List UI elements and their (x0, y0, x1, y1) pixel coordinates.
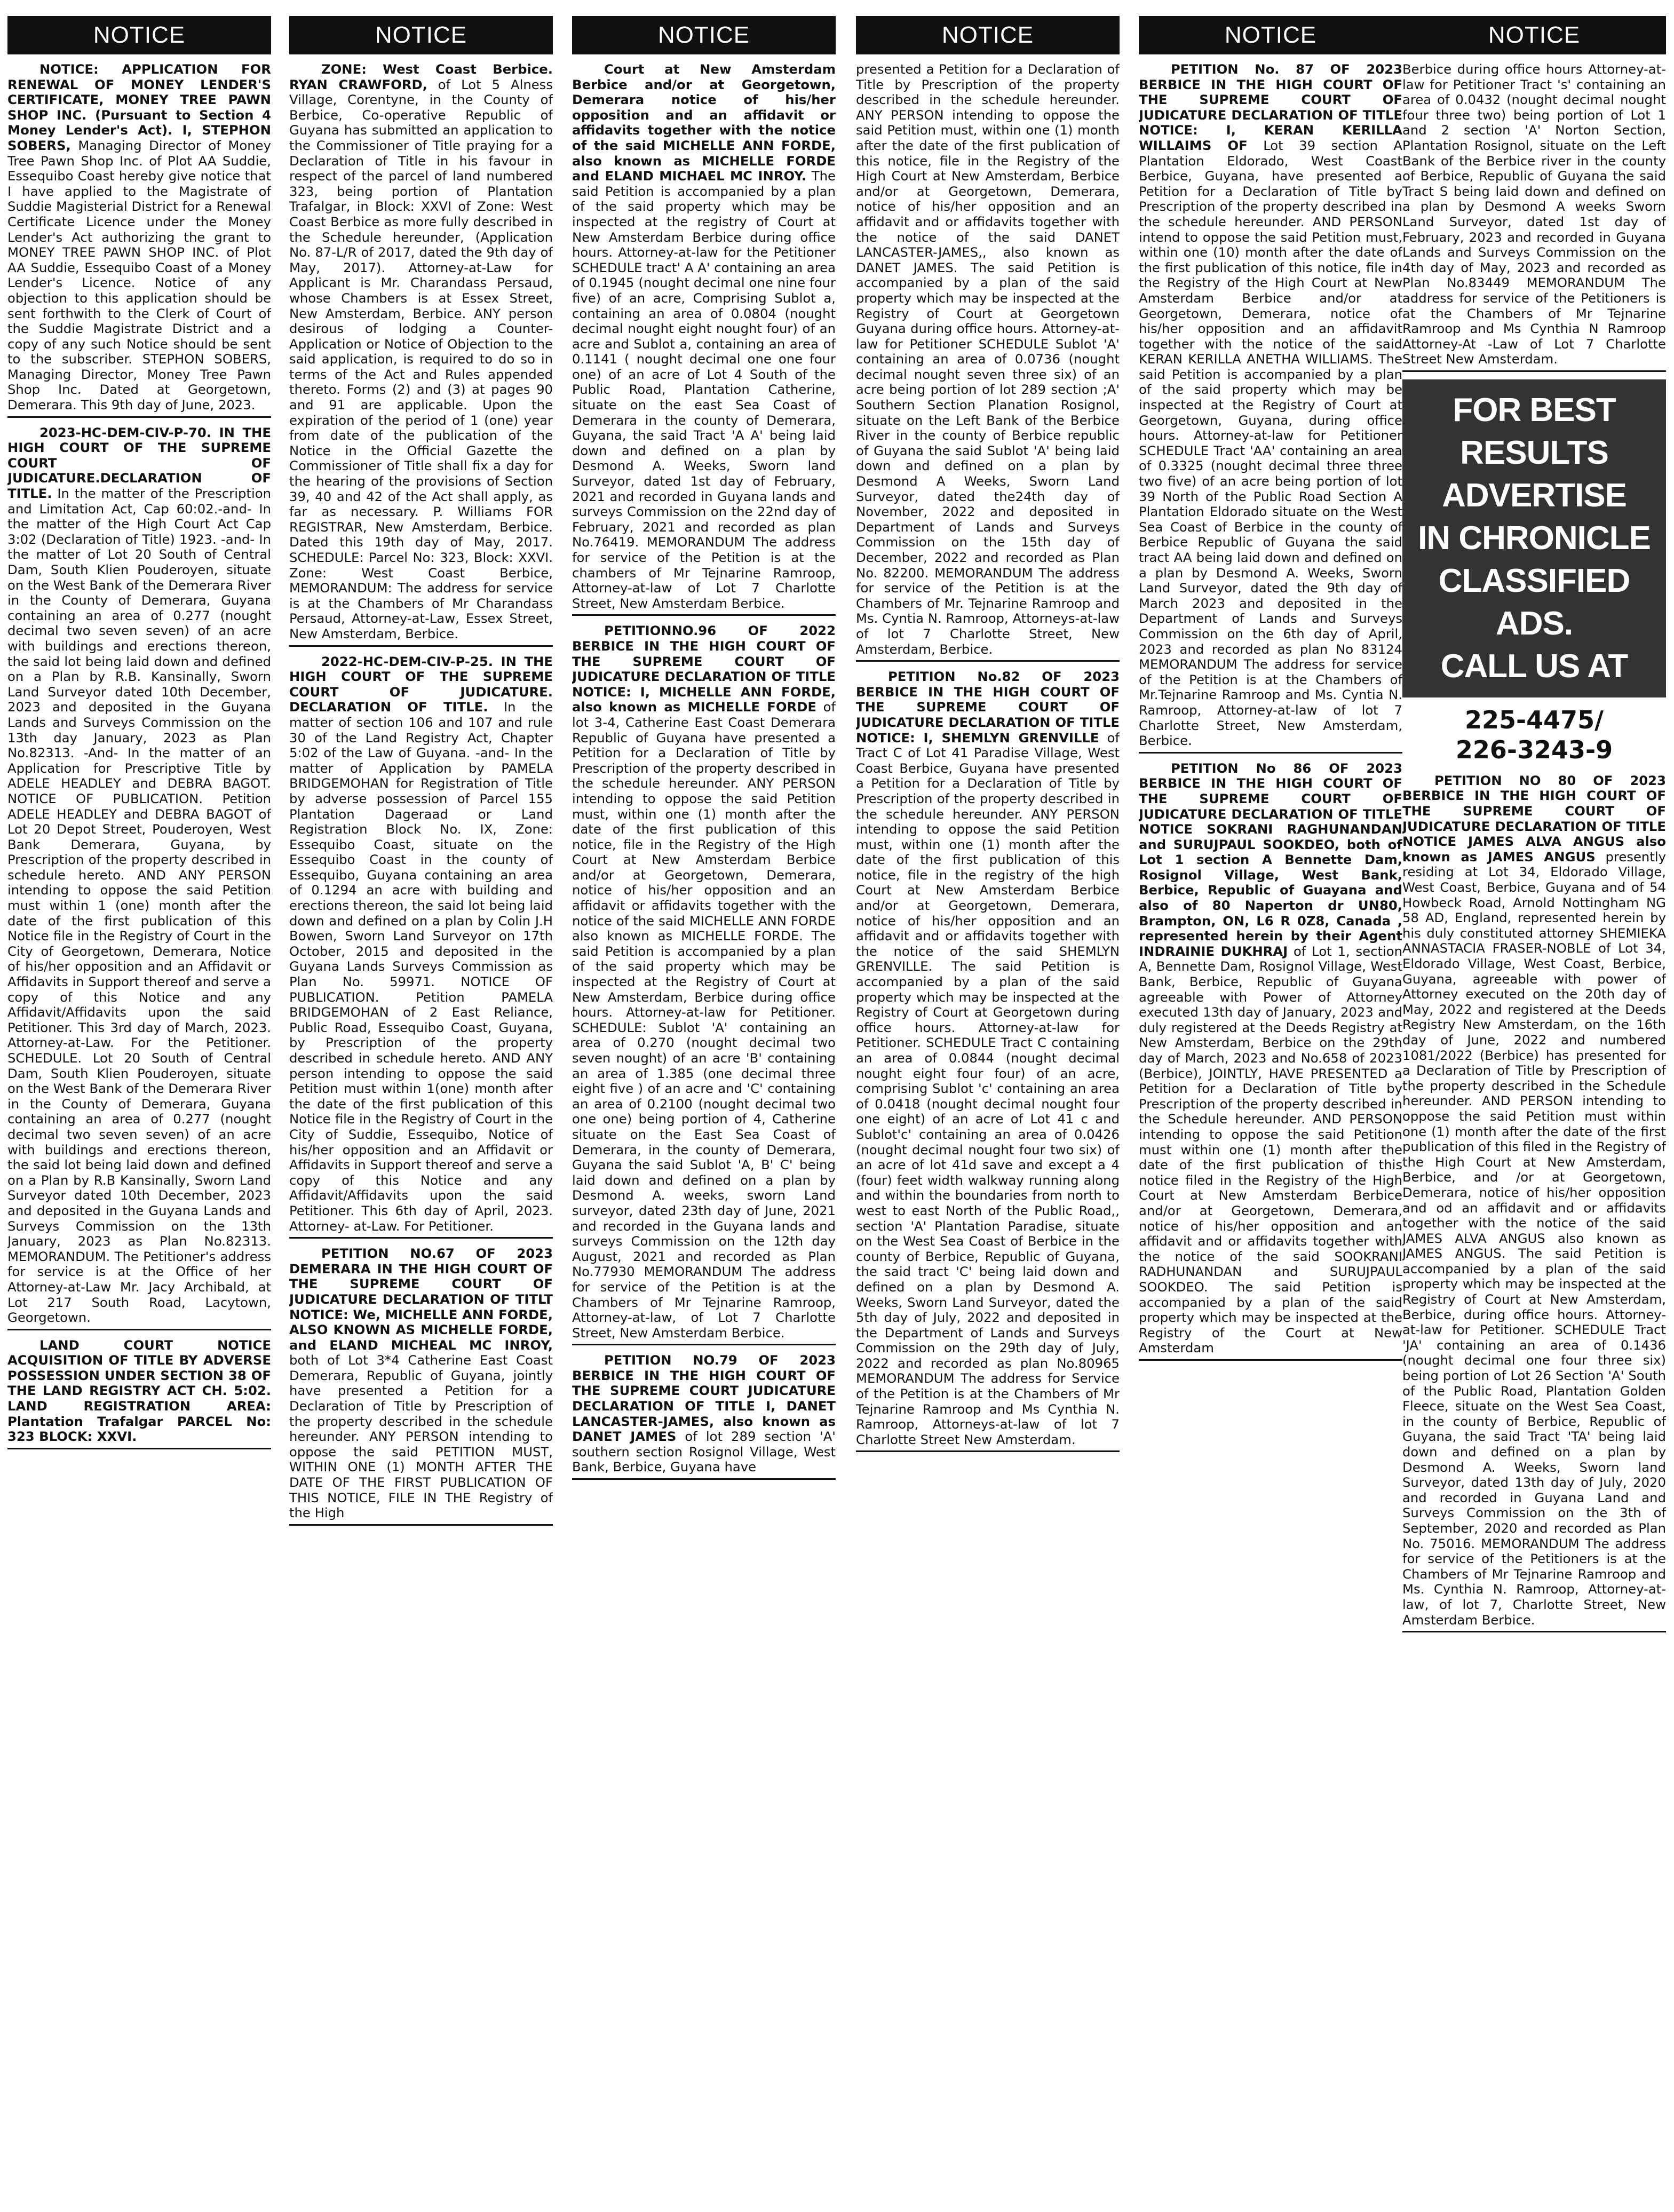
column-2 (289, 16, 553, 2207)
notice-body: Lot 39 section A Plantation Eldorado, West Coast Berbice, Guyana, have presented a Petition for a Declaration of Title by Prescription of the property described in the schedule hereunder. AND PERSON intend to oppose the said Petition must, within one (10) month after the date of the first publication of this notice, file in the Registry of the High Court at New Amsterdam Berbice and/or at Georgetown, Demerara, notice of his/her opposition and an affidavit together with the notice of the said KERAN KERILLA ANETHA WILLIAMS. The said Petition is accompanied by a plan of the said property which may be inspected at the Registry of Court at Georgetown, Guyana, during office hours. Attorney-at-law for Petitioner SCHEDULE Tract 'AA' containing an area of 0.3325 (nought decimal three three two five) of an acre being portion of lot 39 North of the Public Road Section A Plantation Eldorado situate on the West Sea Coast of Berbice in the county of Berbice Republic of Guyana the said tract AA being laid down and defined on a plan by Desmond A. Weeks, Sworn Land Surveyor, dated the 9th day of March 2023 and deposited in the Department of Lands and Surveys Commission on the 6th day of April, 2023 and recorded as plan No 83124 MEMORANDUM The address for service of the Petition is at the Chambers of Mr.Tejnarine Ramroop and Ms. Cyntia N. Ramroop, Attorney-at-law of lot 7 Charlotte Street, New Amsterdam, Berbice. (1139, 137, 1402, 749)
legal-notice (7, 1338, 271, 1449)
column-header: NOTICE (289, 16, 553, 54)
phone-number: 226-3243-9 (1455, 735, 1613, 764)
notice-body: both of Lot 3*4 Catherine East Coast Demerara, Republic of Guyana, jointly have presented a Petition for a Declaration of Title by Prescription of the property described in the schedule hereunder. ANY PERSON intending to oppose the said PETITION MUST, WITHIN ONE (1) MONTH AFTER THE DATE OF THE FIRST PUBLICATION OF THIS NOTICE, FILE IN THE Registry of the High (289, 1352, 553, 1521)
notice-heading: LAND COURT NOTICE ACQUISITION OF TITLE BY ADVERSE POSSESSION UNDER SECTION 38 OF THE LAND REGISTRY ACT CH. 5:02. LAND REGISTRATION AREA: Plantation Trafalgar PARCEL No: 323 BLOCK: XXVI. (7, 1337, 271, 1445)
column-header: NOTICE (572, 16, 836, 54)
legal-notice (572, 623, 836, 1345)
column-header: NOTICE (856, 16, 1120, 54)
ad-line: CLASSIFIED ADS. (1438, 562, 1630, 642)
notice-heading: Court at New Amsterdam Berbice and/or at Georgetown, Demerara notice of his/her opposition and an affidavit or affidavits together with the notice of the said MICHELLE ANN FORDE, also known as MICHELLE FORDE and ELAND MICHAEL MC INROY. (572, 61, 836, 184)
notice-body: presented a Petition for a Declaration of Title by Prescription of the property described in the schedule hereunder. ANY PERSON intending to oppose the said Petition must, within one (1) month after the date of the first publication of this notice, file in the Registry of the High Court at New Amsterdam, Berbice and/or at Georgetown, Demerara, notice of his/her opposition and an affidavit and or affidavits together with the notice of the said DANET LANCASTER-JAMES,, also known as DANET JAMES. The said Petition is accompanied by a plan of the said property which may be inspected at the Registry of Court at Georgetown Guyana during office hours. Attorney-at-law for Petitioner SCHEDULE Sublot 'A' containing an area of 0.0736 (nought decimal nought seven three six) of an acre being portion of lot 289 section ;A' Southern Section Planation Rosignol, situate on the Left Bank of the Berbice River in the county of Berbice republic of Guyana the said Sublot 'A' being laid down and defined on a plan by Desmond A Weeks, Sworn Land Surveyor, dated the24th day of November, 2022 and deposited in Department of Lands and Surveys Commission on the 15th day of December, 2022 and recorded as Plan No. 82200. MEMORANDUM The address for service of the Petition is at the Chambers of Mr. Tejnarine Ramroop and Ms. Cyntia N. Ramroop, Attorneys-at-law of lot 7 Charlotte Street, New Amsterdam, Berbice. (856, 61, 1120, 657)
notice-body: of Lot 5 Alness Village, Corentyne, in the County of Berbice, Co-operative Republic of Guyana has submitted an application to the Commissioner of Title praying for a Declaration of Title in his favour in respect of the parcel of land numbered 323, being portion of Plantation Trafalgar, in Block: XXVI of Zone: West Coast Berbice as more fully described in the Schedule hereunder, (Application No. 87-L/R of 2017, dated the 9th day of May, 2017). Attorney-at-Law for Applicant is Mr. Charandass Persaud, whose Chambers is at Essex Street, New Amsterdam, Berbice. ANY person desirous of lodging a Counter-Application or Notice of Objection to the said application, is required to do so in terms of the Act and Rules appended thereto. Forms (2) and (3) at pages 90 and 91 are applicable. Upon the expiration of the period of 1 (one) year from date of the publication of the Notice in the Official Gazette the Commissioner of Title shall fix a day for the hearing of the provisions of Section 39, 40 and 42 of the Act shall apply, as far as necessary. P. Williams FOR REGISTRAR, New Amsterdam, Berbice. Dated this 19th day of May, 2017. SCHEDULE: Parcel No: 323, Block: XXVI. Zone: West Coast Berbice, MEMORANDUM: The address for service is at the Chambers of Mr Charandass Persaud, Attorney-at-Law, Essex Street, New Amsterdam, Berbice. (289, 76, 553, 641)
legal-notice (289, 62, 553, 647)
phone-number: 225-4475/ (1465, 705, 1604, 734)
legal-notice (572, 1353, 836, 1480)
legal-notice (1139, 62, 1402, 754)
ad-line: IN CHRONICLE (1418, 519, 1651, 557)
classified-ad-banner (1402, 379, 1666, 697)
notice-body: of Lot 1, section A, Bennette Dam, Rosignol Village, West Bank, Berbice, Republic of Guyana agreeable with Power of Attorney executed 13th day of January, 2023 and duly registered at the Deeds Registry at New Amsterdam, Berbice on the 29th day of March, 2023 and No.658 of 2023 (Berbice), JOINTLY, HAVE PRESENTED a Petition for a Declaration of Title by Prescription of the property described in the Schedule hereunder. AND PERSON intending to oppose the said Petition must within one (1) month after the date of the first publication of this notice filed in the Registry of the High Court at New Amsterdam Berbice and/or at Georgetown, Demerara, notice of his/her opposition and an affidavit and or affidavits together with the notice of the said SOOKRANI RADHUNANDAN and SURUJPAUL SOOKDEO. The said Petition is accompanied by a plan of the said property which may be inspected at the Registry of the Court at New Amsterdam (1139, 943, 1402, 1356)
column-3 (572, 16, 836, 2207)
column-4 (856, 16, 1120, 2207)
column-5 (1139, 16, 1402, 2207)
legal-notice (1402, 773, 1666, 1632)
top-margin (0, 0, 1674, 10)
legal-notice (856, 62, 1120, 662)
column-header: NOTICE (7, 16, 271, 54)
notice-body: The said Petition is accompanied by a plan of the said property which may be inspected at the registry of Court at New Amsterdam Berbice during office hours. Attorney-at-law for the Petitioner SCHEDULE tract' A A' containing an area of 0.1945 (nought decimal one nine four five) of an acre, Comprising Sublot a, containing an area of 0.0804 (nought decimal nought eight nought four) of an acre and Sublot a, containing an area of 0.1141 ( nought decimal one one four one) of an acre of Lot 4 South of the Public Road, Plantation Catherine, situate on the east Sea Coast of Demerara in the county of Demerara, Guyana, the said Tract 'A A' being laid down and defined on a plan by Desmond A. Weeks, Sworn land Surveyor, dated 1st day of February, 2021 and recorded in Guyana lands and surveys Commission on the 22nd day of February, 2021 and recorded as plan No.76419. MEMORANDUM The address for service of the Petition is at the chambers of Mr Tejnarine Ramroop, Attorney-at-law of Lot 7 Charlotte Street, New Amsterdam Berbice. (572, 168, 836, 611)
column-header: NOTICE (1402, 16, 1666, 54)
notice-heading: 2023-HC-DEM-CIV-P-70. IN THE HIGH COURT OF THE SUPREME COURT OF JUDICATURE.DECLARATION OF TITLE. (7, 424, 271, 502)
legal-notice (7, 425, 271, 1330)
ad-line: CALL US AT (1440, 647, 1628, 685)
legal-notice (289, 654, 553, 1239)
legal-notice (1139, 761, 1402, 1361)
ad-line: ADVERTISE (1442, 477, 1627, 514)
notice-body: Managing Director of Money Tree Pawn Shop Inc. of Plot AA Suddie, Essequibo Coast hereby give notice that I have applied to the Magistrate of Suddie Magisterial District for a Renewal Certificate Licence under the Money Lender's Act authorizing the grant to MONEY TREE PAWN SHOP INC. of Plot AA Suddie, Essequibo Coast of a Money Lender's Licence. Notice of any objection to this application should be sent forthwith to the Clerk of Court of the Suddie Magistrate District and a copy of any such Notice should be sent to the subscriber. STEPHON SOBERS, Managing Director, Money Tree Pawn Shop Inc. Dated at Georgetown, Demerara. This 9th day of June, 2023. (7, 137, 271, 413)
legal-notice (572, 62, 836, 616)
notice-heading: PETITION No 86 OF 2023 BERBICE IN THE HIGH COURT OF THE SUPREME COURT OF JUDICATURE DECLARATION OF TITLE NOTICE SOKRANI RAGHUNANDAN and SURUJPAUL SOOKDEO, both of Lot 1 section A Bennette Dam, Rosignol Village, West Bank, Berbice, Republic of Guayana and also of 80 Naperton dr UN80, Brampton, ON, L6 R 0Z8, Canada , represented herein by their Agent INDRAINIE DUKHRAJ (1139, 760, 1402, 959)
column-6 (1402, 16, 1666, 2207)
notice-heading: PETITION NO.67 OF 2023 DEMERARA IN THE HIGH COURT OF THE SUPREME COURT OF JUDICATURE DECLARATION OF TITLT NOTICE: We, MICHELLE ANN FORDE, ALSO KNOWN AS MICHELLE FORDE, and ELAND MICHEAL MC INROY, (289, 1246, 553, 1353)
ad-line: FOR BEST RESULTS (1453, 391, 1616, 471)
legal-notice (289, 1246, 553, 1526)
column-header: NOTICE (1139, 16, 1402, 54)
legal-notice (1402, 62, 1666, 372)
notice-heading: PETITION NO.79 OF 2023 BERBICE IN THE HIGH COURT OF THE SUPREME COURT JUDICATURE DECLARATION OF TITLE I, DANET LANCASTER-JAMES, also known as DANET JAMES (572, 1352, 836, 1445)
notice-heading: PETITION NO 80 OF 2023 BERBICE IN THE HIGH COURT OF THE SUPREME COURT OF JUDICATURE DECLARATION OF TITLE NOTICE JAMES ALVA ANGUS also known as JAMES ANGUS (1402, 772, 1666, 865)
notice-body: of lot 3-4, Catherine East Coast Demerara Republic of Guyana have presented a Petition for a Declaration of Title by Prescription of the property described in the schedule hereunder. ANY PERSON intending to oppose the said Petition must, within one (1) month after the date of the first publication of this notice, file in the Registry of the High Court at New Amsterdam Berbice and/or at Georgetown, Demerara, notice of his/her opposition and an affidavit or affidavits together with the notice of the said MICHELLE ANN FORDE also known as MICHELLE FORDE. The said Petition is accompanied by a plan of the said property which may be inspected at the Registry of Court at New Amsterdam, Berbice during office hours. Attorney-at-law for Petitioner. SCHEDULE: Sublot 'A' containing an area of 0.270 (nought decimal two seven nought) of an acre 'B' containing an area of 1.385 (one decimal three eight five ) of an acre and 'C' containing an area of 0.2100 (nought decimal two one one) being portion of 4, Catherine situate on the East Sea Coast of Demerara, in the county of Demerara, Guyana the said Sublot 'A, B' C' being laid down and defined on a plan by Desmond A. weeks, sworn Land surveyor, dated 23th day of June, 2021 and recorded in the Guyana lands and surveys Commission on the 12th day August, 2021 and recorded as Plan No.77930 MEMORANDUM The address for service of the Petition is at the Chambers of Mr Tejnarine Ramroop, Attorney-at-law, of Lot 7 Charlotte Street, New Amsterdam Berbice. (572, 699, 836, 1341)
notice-body: of Tract C of Lot 41 Paradise Village, West Coast Berbice, Guyana have presented a Petition for a Declaration of Title by Prescription of the property described in the schedule hereunder. ANY PERSON intending to oppose the said Petition must, within one (1) month after the date of the first publication of this notice, file in the registry of the high Court at New Amsterdam Berbice and/or at Georgetown, Demerara, notice of his/her opposition and an affidavit and or affidavits together with the notice of the said SHEMLYN GRENVILLE. The said Petition is accompanied by a plan of the said property which may be inspected at the Registry of Court at Georgetown during office hours. Attorney-at-law for Petitioner. SCHEDULE Tract C containing an area of 0.0844 (nought decimal nought eight four four) of an acre, comprising Sublot 'c' containing an area of 0.0418 (nought decimal nought four one eight) of an acre of Lot 41 c and Sublot'c' containing an area of 0.0426 (nought decimal nought four two six) of an acre of lot 41d save and except a 4 (four) feet width walkway running along and within the boundaries from north to west to east North of the Public Road,, section 'A' Plantation Paradise, situate on the West Sea Coast of Berbice in the county of Berbice, Republic of Guyana, the said tract 'C' being laid down and defined on a plan by Desmond A. Weeks, Sworn Land Surveyor, dated the 5th day of July, 2022 and deposited in the Department of Lands and Surveys Commission on the 29th day of July, 2022 and recorded as plan No.80965 MEMORANDUM The address for Service of the Petition is at the Chambers of Mr Tejnarine Ramroop and Ms Cynthia N. Ramroop, Attorneys-at-law of lot 7 Charlotte Street New Amsterdam. (856, 730, 1120, 1447)
notice-heading: PETITION No. 87 OF 2023 BERBICE IN THE HIGH COURT OF THE SUPREME COURT OF JUDICATURE DECLARATION OF TITLE NOTICE: I, KERAN KERILLA WILLAIMS OF (1139, 61, 1402, 153)
notice-body: of lot 289 section 'A' southern section Rosignol Village, West Bank, Berbice, Guyana have (572, 1429, 836, 1475)
ad-phone-numbers (1402, 705, 1666, 765)
notice-body: Berbice during office hours Attorney-at-law for Petitioner Tract 's' containing an area of 0.0432 (nought decimal nought four three two) being portion of Lot 1 and 2 section 'A' Norton Section, Plantation Rosignol, situate on the Left Bank of the Berbice river in the county of Berbice, Republic of Guyana the said Tract S being laid down and defined on a plan by Desmond A weeks Sworn Land Surveyor, dated 1st day of February, 2023 and recorded in Guyana Lands and Surveys Commission on the 4th day of May, 2023 and recorded as Plan No.83449 MEMORANDUM The address for service of the Petitioners is at the Chambers of Mr Tejnarine Ramroop and Ms Cynthia N Ramroop Attorney-At -Law of Lot 7 Charlotte Street New Amsterdam. (1402, 61, 1666, 367)
column-1 (7, 16, 271, 2207)
notice-heading: PETITIONNO.96 OF 2022 BERBICE IN THE HIGH COURT OF THE SUPREME COURT OF JUDICATURE DECLARATION OF TITLE NOTICE: I, MICHELLE ANN FORDE, also known as MICHELLE FORDE (572, 623, 836, 715)
notice-heading: PETITION No.82 OF 2023 BERBICE IN THE HIGH COURT OF THE SUPREME COURT OF JUDICATURE DECLARATION OF TITLE NOTICE: I, SHEMLYN GRENVILLE (856, 669, 1120, 746)
notice-body: In the matter of the Prescription and Limitation Act, Cap 60:02.-and- In the matter of the High Court Act Cap 3:02 (Declaration of Title) 1923. -and- In the matter of Lot 20 South of Central Dam, South Klien Pouderoyen, situate on the West Bank of the Demerara River in the County of Demerara, Guyana containing an area of 0.277 (nought decimal two seven seven) of an acre with buildings and erections thereon, the said lot being laid down and defined on a Plan by R.B. Kansinally, Sworn Land Surveyor dated 10th December, 2023 and deposited in the Guyana Lands and Surveys Commission on the 13th day January, 2023 as Plan No.82313. -And- In the matter of an Application for Prescriptive Title by ADELE HEADLEY and DEBRA BAGOT. NOTICE OF PUBLICATION. Petition ADELE HEADLEY and DEBRA BAGOT of Lot 20 Depot Street, Pouderoyen, West Bank Demerara, Guyana, by Prescription of the property described in schedule hereto. AND ANY PERSON intending to oppose the said Petition must within 1 (one) month after the date of the first publication of this Notice file in the Registry of Court in the City of Georgetown, Demerara, Notice of his/her opposition and an Affidavit or Affidavits in Support thereof and serve a copy of this Notice and any Affidavit/Affidavits upon the said Petitioner. This 3rd day of March, 2023. Attorney-at-Law. For the Petitioner. SCHEDULE. Lot 20 South of Central Dam, South Klien Pouderoyen, situate on the West Bank of the Demerara River in the County of Demerara, Guyana containing an area of 0.277 (nought decimal two seven seven) of an acre with buildings and erections thereon, the said lot being laid down and defined on a Plan by R.B Kansinally, Sworn Land Surveyor dated 10th December, 2023 and deposited in the Guyana Lands and Surveys Commission on the 13th January, 2023 as Plan No.82313. MEMORANDUM. The Petitioner's address for service is at the Office of her Attorney-at-Law Mr. Jacy Archibald, at Lot 217 South Road, Lacytown, Georgetown. (7, 486, 271, 1326)
notice-body: In the matter of section 106 and 107 and rule 30 of the Land Registry Act, Chapter 5:02 of the Law of Guyana. -and- In the matter of Application by PAMELA BRIDGEMOHAN for Registration of Title by adverse possession of Parcel 155 Plantation Dageraad or Land Registration Block No. IX, Zone: Essequibo Coast, situate on the Essequibo Coast in the county of Essequibo, Guyana containing an area of 0.1294 an acre with building and erections thereon, the said lot being laid down and defined on a plan by Colin J.H Bowen, Sworn Land Surveyor on 17th October, 2015 and deposited in the Guyana Lands Surveys Commission as Plan No. 59971. NOTICE OF PUBLICATION. Petition PAMELA BRIDGEMOHAN of 2 East Reliance, Public Road, Essequibo Coast, Guyana, by Prescription of the property described in schedule hereto. AND ANY person intending to oppose the said Petition must within 1(one) month after the date of the first publication of this Notice file in the Registry of Court in the City of Suddie, Essequibo, Notice of his/her opposition and an Affidavit or Affidavits in Support thereof and serve a copy of this Notice and any Affidavit/Affidavits upon the said Petitioner. This 6th day of April, 2023. Attorney- at-Law. For Petitioner. (289, 699, 553, 1234)
notice-heading: NOTICE: APPLICATION FOR RENEWAL OF MONEY LENDER'S CERTIFICATE, MONEY TREE PAWN SHOP INC. (Pursuant to Section 4 Money Lender's Act). I, STEPHON SOBERS, (7, 61, 271, 153)
notice-heading: 2022-HC-DEM-CIV-P-25. IN THE HIGH COURT OF THE SUPREME COURT OF JUDICATURE. DECLARATION OF TITLE. (289, 653, 553, 715)
notice-body: presently residing at Lot 34, Eldorado Village, West Coast, Berbice, Guyana and of 54 Howbeck Road, Arnold Nottingham NG 58 AD, England, represented herein by his duly constituted attorney SHEMIEKA ANNASTACIA FRASER-NOBLE of Lot 34, Eldorado Village, West Coast, Berbice, Guyana, agreeable with power of Attorney executed on the 20th day of May, 2022 and registered at the Deeds Registry New Amsterdam, on the 16th day of June, 2022 and numbered 1081/2022 (Berbice) has presented for a Declaration of Title by Prescription of the property described in the Schedule hereunder. AND PERSON intending to oppose the said Petition must within one (1) month after the date of the first publication of this filed in the Registry of the High Court at New Amsterdam, Berbice, and /or at Georgetown, Demerara, notice of his/her opposition and od an affidavit and or affidavits together with the notice of the said JAMES ALVA ANGUS also known as JAMES ANGUS. The said Petition is accompanied by a plan of the said property which may be inspected at the Registry of Court at New Amsterdam, Berbice, during office hours. Attorney-at-law for Petitioner. SCHEDULE Tract 'JA' containing an area of 0.1436 (nought decimal one four three six) being portion of Lot 26 Section 'A' South of the Public Road, Plantation Golden Fleece, situate on the West Sea Coast, in the county of Berbice, Republic of Guyana, the said Tract 'TA' being laid down and defined on a plan by Desmond A. Weeks, Sworn land Surveyor, dated 13th day of July, 2020 and recorded in Guyana Land and Surveys Commission on the 3th of September, 2020 and recorded as Plan No. 75016. MEMORANDUM The address for service of the Petitioners is at the Chambers of Mr Tejnarine Ramroop and Ms. Cynthia N. Ramroop, Attorney-at-law, of lot 7, Charlotte Street, New Amsterdam Berbice. (1402, 849, 1666, 1628)
legal-notice (856, 669, 1120, 1452)
legal-notice (7, 62, 271, 418)
notice-heading: ZONE: West Coast Berbice. RYAN CRAWFORD, (289, 61, 553, 92)
